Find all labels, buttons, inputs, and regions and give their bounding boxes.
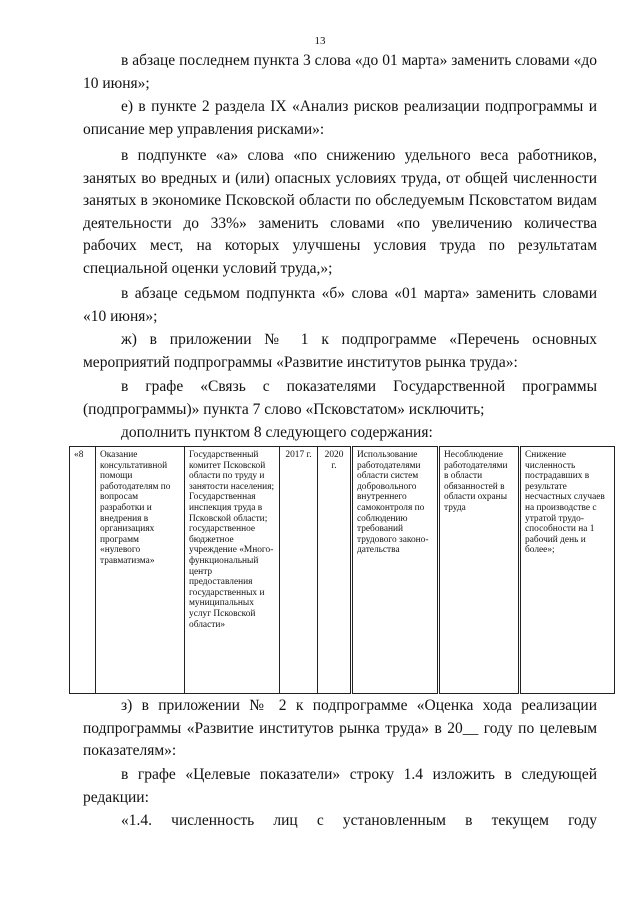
paragraph-1: в абзаце последнем пункта 3 слова «до 01 марта» заменить словами «до 10 июня»; [83, 52, 597, 92]
cell-expected-result: Использование работодателями области систем добровольного внутреннего самоконтроля по соблюдению требований трудового законо-дательства [352, 447, 439, 694]
paragraph-2: е) в пункте 2 раздела IX «Анализ рисков реализации подпрограммы и описание мер управления рисками»: [83, 98, 597, 138]
inserted-item-table [69, 446, 615, 694]
cell-executor: Государственный комитет Псковской области по труду и занятости населения; Государственная инспекция труда в Псковской области; государственное бюджетное учреждение «Много-функциональный центр предоставления государственных и муниципальных услуг Псковской области» [185, 447, 280, 694]
paragraph-10: «1.4. численность лиц с установленным в текущем году [121, 812, 597, 829]
paragraph-5: ж) в приложении № 1 к подпрограмме «Перечень основных мероприятий подпрограммы «Развитие институтов рынка труда»: [83, 331, 597, 371]
cell-start-year: 2017 г. [280, 447, 318, 694]
cell-item-number: «8 [70, 447, 96, 694]
paragraph-6: в графе «Связь с показателями Государственной программы (подпрограммы)» пункта 7 слово «Псковстатом» исключить; [83, 378, 597, 418]
paragraph-7: дополнить пунктом 8 следующего содержания: [121, 424, 433, 441]
paragraph-8: з) в приложении № 2 к подпрограмме «Оценка хода реализации подпрограммы «Развитие институтов рынка труда» в 20__ году по целевым показателям»: [83, 697, 597, 759]
cell-consequence: Несоблюдение работодателями в области обязанностей в области охраны труда [439, 447, 520, 694]
table-row [70, 447, 615, 694]
paragraph-3: в подпункте «а» слова «по снижению удельного веса работников, занятых во вредных и (или) опасных условиях труда, от общей численности занятых в экономике Псковской области по обследуемым Псковстатом видам деятельности до 33%» заменить словами «по увеличению количества рабочих мест, на которых улучшены условия труда по результатам специальной оценки условий труда,»; [83, 147, 597, 277]
paragraph-9: в графе «Целевые показатели» строку 1.4 изложить в следующей редакции: [83, 766, 597, 806]
page-number: 13 [314, 35, 326, 47]
cell-end-year: 2020 г. [318, 447, 352, 694]
paragraph-4: в абзаце седьмом подпункта «б» слова «01 марта» заменить словами «10 июня»; [83, 285, 597, 325]
cell-indicator-link: Снижение численность пострадавших в результате несчастных случаев на производстве с утратой трудо-способности на 1 рабочий день и более»; [520, 447, 615, 694]
cell-measure: Оказание консультативной помощи работодателям по вопросам разработки и внедрения в организациях программ «нулевого травматизма» [96, 447, 185, 694]
